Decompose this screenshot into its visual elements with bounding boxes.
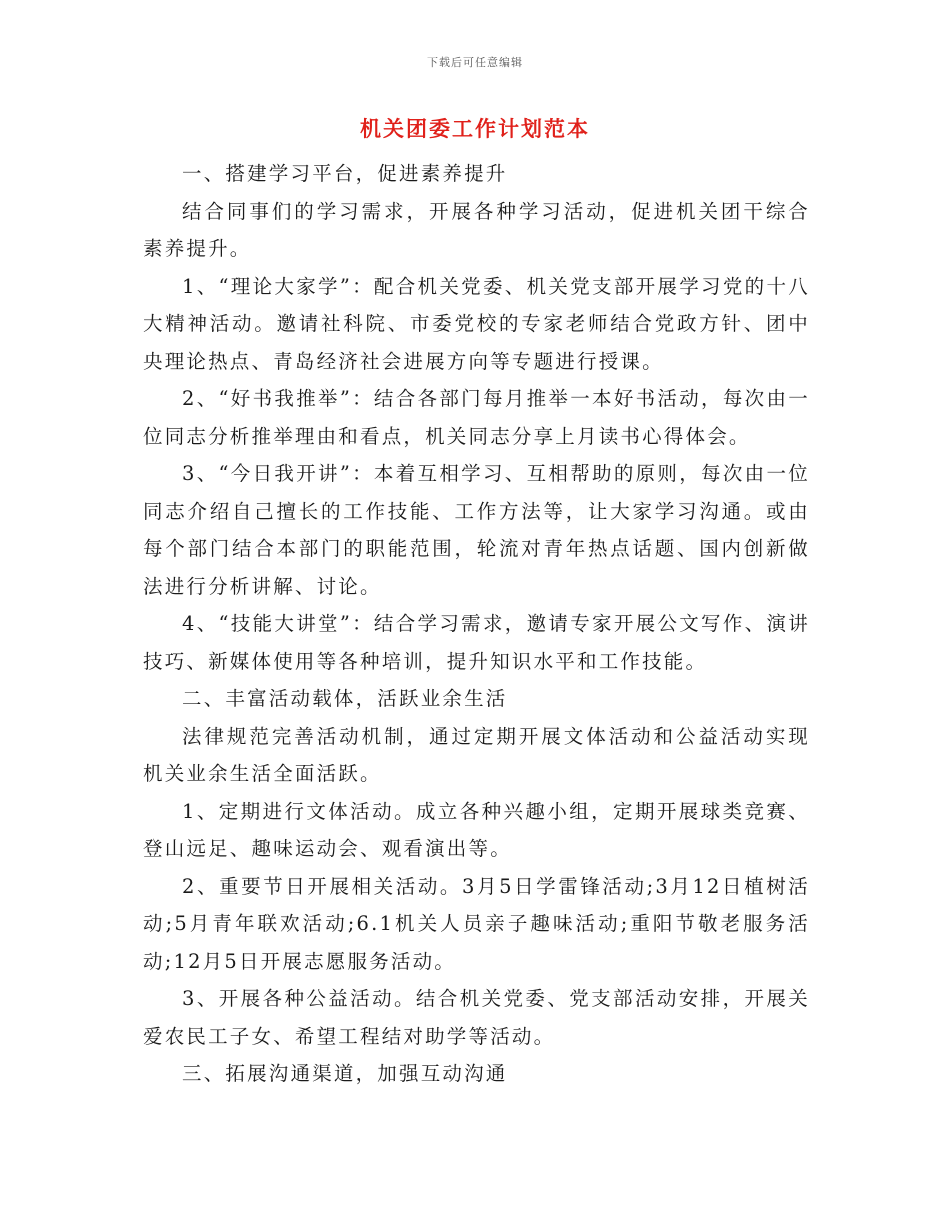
header-note: 下载后可任意编辑 [427,56,523,69]
document-title: 机关团委工作计划范本 [360,116,590,141]
paragraph: 2、重要节日开展相关活动。3月5日学雷锋活动;3月12日植树活动;5月青年联欢活动;6.1机关人员亲子趣味活动;重阳节敬老服务活动;12月5日开展志愿服务活动。 [143,874,810,973]
paragraph: 法律规范完善活动机制，通过定期开展文体活动和公益活动实现机关业余生活全面活跃。 [143,724,810,785]
section-heading-1: 一、搭建学习平台，促进素养提升 [182,162,508,185]
paragraph: 2、“好书我推举”：结合各部门每月推举一本好书活动，每次由一位同志分析推举理由和看点，机关同志分享上月读书心得体会。 [143,387,810,448]
paragraph: 1、定期进行文体活动。成立各种兴趣小组，定期开展球类竞赛、登山远足、趣味运动会、观看演出等。 [143,799,810,860]
paragraph: 3、“今日我开讲”：本着互相学习、互相帮助的原则，每次由一位同志介绍自己擅长的工作技能、工作方法等，让大家学习沟通。或由每个部门结合本部门的职能范围，轮流对青年热点话题、国内创新做法进行分析讲解、讨论。 [143,462,810,598]
paragraph: 3、开展各种公益活动。结合机关党委、党支部活动安排，开展关爱农民工子女、希望工程结对助学等活动。 [143,987,810,1048]
section-heading-2: 二、丰富活动载体，活跃业余生活 [182,687,508,710]
paragraph: 1、“理论大家学”：配合机关党委、机关党支部开展学习党的十八大精神活动。邀请社科院、市委党校的专家老师结合党政方针、团中央理论热点、青岛经济社会进展方向等专题进行授课。 [143,274,810,373]
paragraph: 4、“技能大讲堂”：结合学习需求，邀请专家开展公文写作、演讲技巧、新媒体使用等各种培训，提升知识水平和工作技能。 [143,612,810,673]
document-body [143,155,810,1093]
paragraph: 结合同事们的学习需求，开展各种学习活动，促进机关团干综合素养提升。 [143,199,810,260]
section-heading-3: 三、拓展沟通渠道，加强互动沟通 [182,1062,508,1085]
